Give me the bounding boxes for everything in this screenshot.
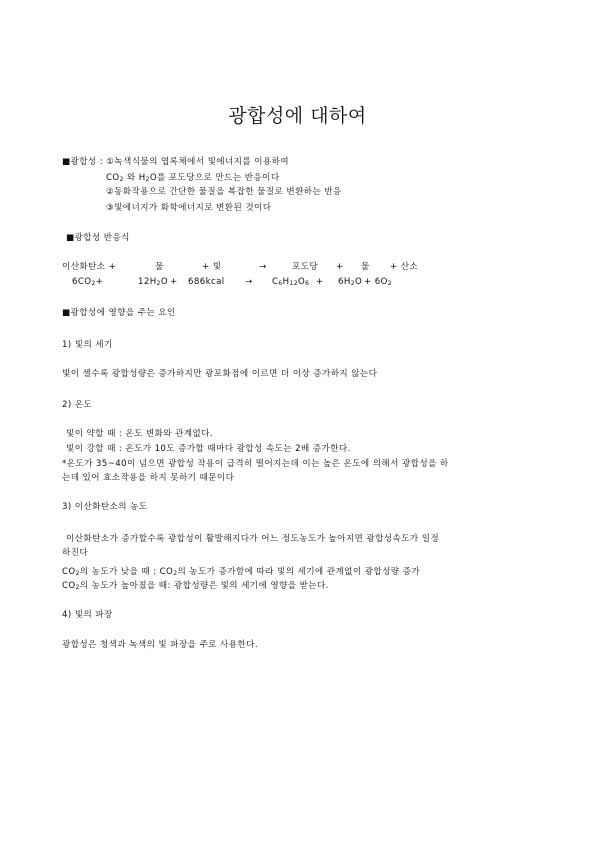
reaction-word-water: 물	[155, 262, 164, 272]
temperature-line-1: 빛이 약할 때 : 온도 변화와 관계없다.	[66, 429, 214, 439]
formula-oxygen: + $6O_2$	[364, 277, 392, 287]
temperature-line-3: *온도가 35~40이 넘으면 광합성 작용이 급격히 떨어지는데 이는 높은 온도에 의해서 광합성을 하	[62, 459, 449, 469]
wavelength-heading: 4) 빛의 파장	[62, 610, 113, 620]
temperature-line-2: 빛이 강할 때 : 온도가 10도 증가할 때마다 광합성 속도는 2배 증가한다.	[66, 444, 351, 454]
definition-line-2: ②동화작용으로 간단한 물질을 복잡한 물질로 변환하는 반응	[106, 187, 342, 197]
definition-line-1: $CO_2$ 와 $H_2O$를 포도당으로 만드는 반응이다	[106, 173, 280, 183]
temperature-line-4: 는데 있어 효소작용을 하지 못하기 때문이다	[62, 473, 235, 483]
formula-glucose: $C_6H_{12}O_6$	[272, 277, 310, 287]
reaction-word-equation	[0, 262, 595, 274]
document-title: 광합성에 대하여	[228, 105, 367, 127]
light-intensity-text: 빛이 셀수록 광합성량은 증가하지만 광포화점에 이르면 더 이상 증가하지 않는다	[62, 369, 378, 379]
co2-line-2: 하진다	[62, 548, 89, 558]
formula-energy: 686kcal	[188, 277, 225, 287]
reaction-word-light: + 빛	[202, 262, 222, 272]
reaction-arrow-word: →	[259, 262, 267, 272]
reaction-heading: ■광합성 반응식	[66, 233, 130, 243]
formula-plus-2: +	[316, 277, 324, 287]
definition-heading: ■광합성 : ①녹색식물의 엽록체에서 빛에너지를 이용하여	[62, 157, 290, 167]
wavelength-text: 광합성은 청색과 녹색의 빛 파장을 주로 사용한다.	[62, 640, 258, 650]
definition-line-3: ③빛에너지가 화학에너지로 변환된 것이다	[106, 203, 272, 213]
formula-plus-1: +	[170, 277, 178, 287]
temperature-heading: 2) 온도	[62, 400, 93, 410]
co2-low-line: $CO_2$의 농도가 낮을 때 : $CO_2$의 농도가 증가함에 따라 빛의 세기에 관계없이 광합성량 증가	[62, 567, 421, 577]
light-intensity-heading: 1) 빛의 세기	[62, 340, 113, 350]
co2-line-1: 이산화탄소가 증가할수록 광합성이 활발해지다가 어느 정도농도가 높아지면 광합성속도가 일정	[66, 534, 440, 544]
co2-concentration-heading: 3) 이산화탄소의 농도	[62, 502, 148, 512]
reaction-word-water-product: 물	[361, 262, 370, 272]
formula-water: $6H_2O$	[338, 277, 363, 287]
factors-heading: ■광합성에 영향을 주는 요인	[62, 308, 176, 318]
reaction-word-plus: +	[336, 262, 344, 272]
reaction-word-co2: 이산화탄소 +	[62, 262, 117, 272]
reaction-word-oxygen: + 산소	[390, 262, 419, 272]
formula-h2o: $12H_2O$	[138, 277, 168, 287]
formula-arrow: →	[245, 277, 253, 287]
co2-high-line: $CO_2$의 농도가 높아졌을 때: 광합성량은 빛의 세기에 영향을 받는다.	[62, 581, 329, 591]
reaction-formula-equation	[0, 277, 595, 289]
reaction-word-glucose: 포도당	[292, 262, 319, 272]
formula-co2: $6CO_2+$	[72, 277, 104, 287]
